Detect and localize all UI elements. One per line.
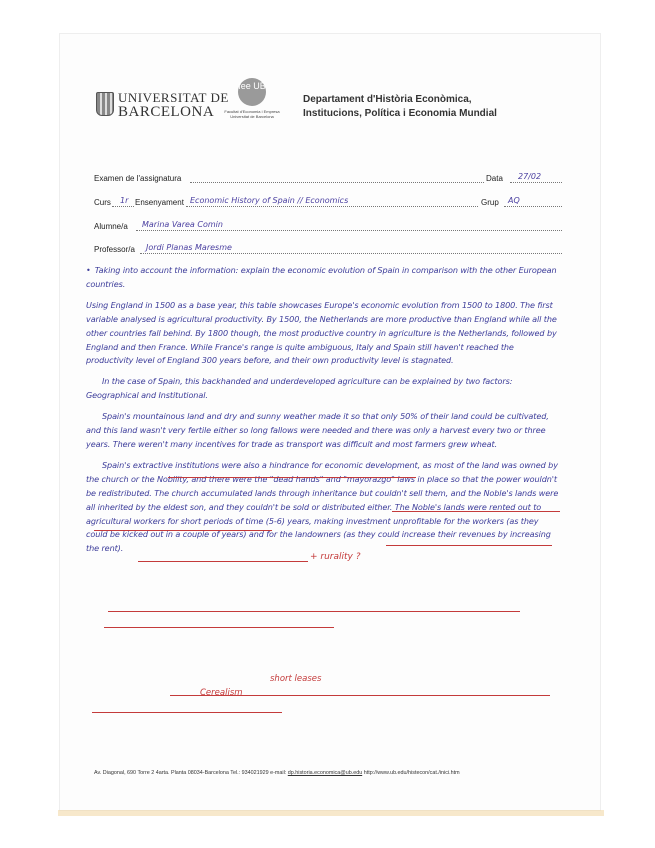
underline-farmers — [138, 561, 308, 562]
answer-paragraph-3: Spain's mountainous land and dry and sunny weather made it so that only 50% of their land could be cultivated, and this land wasn't very fertile either so long fallows were needed and there was only a harvest every two or three years. There weren't many incentives for trade as transport was difficult and most farmers grew wheat. — [86, 411, 549, 449]
footer-email-link[interactable]: dp.historia.economica@ub.edu — [287, 770, 363, 776]
footer-web-link[interactable]: http://www.ub.edu/histecon/cat./inici.htm — [363, 770, 460, 776]
faculty-caption: Facultat d'Economia i Empresa Universitat de Barcelona — [224, 109, 280, 119]
answer-paragraph-4: Spain's extractive institutions were also a hindrance for economic development, as most of the land was owned by the church or the Nobility, and there were the "dead hands" and "mayorazgo" laws in place so that the power wouldn't be redistributed. The church accumulated lands through inheritance but couldn't sell them, and the Noble's lands were all inherited by the eldest son, and they couldn't be sold or distributed either. The Noble's lands were rented out to agricultural workers for short periods of time (5-6) years, making investment unprofitable for the workers (as they could be kicked out in a couple of years) and for the landowners (as they could increase their revenues by increasing the rent). — [86, 459, 559, 554]
answer-paragraph-2: In the case of Spain, this backhanded and underdeveloped agriculture can be explained by two factors: Geographical and Institutional. — [86, 376, 513, 401]
student-label: Alumne/a — [94, 222, 128, 231]
teacher-label: Professor/a — [94, 245, 135, 254]
university-name-line2: BARCELONA — [118, 104, 215, 120]
teaching-label: Ensenyament — [135, 198, 184, 207]
answer-paragraph-1: Using England in 1500 as a base year, this table showcases Europe's economic evolution from 1500 to 1800. The first variable analysed is agricultural productivity. By 1500, the Netherlands are more productive than England while all the other countries fall behind. By 1800 though, the most productive country in agriculture is the Netherlands, followed by England and then France. While France's range is quite ambiguous, Italy and Spain still haven't reached the productivity level of England 300 years before, and their own productivity level is stagnated. — [86, 299, 557, 366]
exam-label: Examen de l'assignatura — [94, 174, 182, 183]
course-dots — [112, 206, 134, 207]
fee-logo-icon: fee UB — [238, 78, 266, 106]
teaching-dots — [186, 206, 478, 207]
question-text — [86, 264, 560, 292]
footer-address: Av. Diagonal, 690 Torre 2 4arta. Planta 08034-Barcelona Tel.: 934021929 e-mail: — [94, 770, 287, 776]
annotation-rurality: + rurality ? — [310, 552, 361, 562]
university-crest-icon — [96, 92, 114, 116]
group-label: Grup — [481, 198, 499, 207]
date-label: Data — [486, 174, 503, 183]
annotation-short-leases: short leases — [270, 674, 322, 684]
student-dots — [136, 230, 562, 231]
course-value: 1r — [120, 196, 129, 205]
faculty-logo — [216, 78, 288, 119]
date-dots — [510, 182, 562, 183]
student-value: Marina Varea Comin — [142, 220, 223, 229]
group-dots — [504, 206, 562, 207]
department-line2: Institucions, Política i Economia Mundial — [303, 108, 497, 119]
course-label: Curs — [94, 198, 111, 207]
bullet-icon: • — [86, 265, 91, 275]
date-value: 27/02 — [518, 172, 542, 181]
answer-body — [86, 264, 560, 563]
underline-dead-hands — [104, 627, 334, 628]
question-content: Taking into account the information: explain the economic evolution of Spain in comparison with the other European countries. — [86, 265, 557, 289]
university-name-line1: UNIVERSITAT DE — [118, 90, 229, 105]
sheet-edge — [58, 810, 604, 816]
underline-fertile — [392, 511, 560, 512]
underline-unprofitable — [92, 712, 282, 713]
department-line1: Departament d'Història Econòmica, — [303, 94, 472, 105]
teacher-dots — [140, 253, 562, 254]
department-name — [303, 93, 497, 121]
group-value: AQ — [508, 196, 520, 205]
underline-fallows — [94, 530, 272, 531]
page-footer — [94, 770, 460, 776]
exam-dots — [190, 182, 484, 183]
teaching-value: Economic History of Spain // Economics — [190, 196, 349, 205]
underline-transport — [386, 545, 552, 546]
teacher-value: Jordi Planas Maresme — [146, 243, 232, 252]
underline-church — [108, 611, 520, 612]
annotation-cerealism: Cerealism — [200, 688, 243, 698]
underline-factors — [168, 477, 416, 478]
